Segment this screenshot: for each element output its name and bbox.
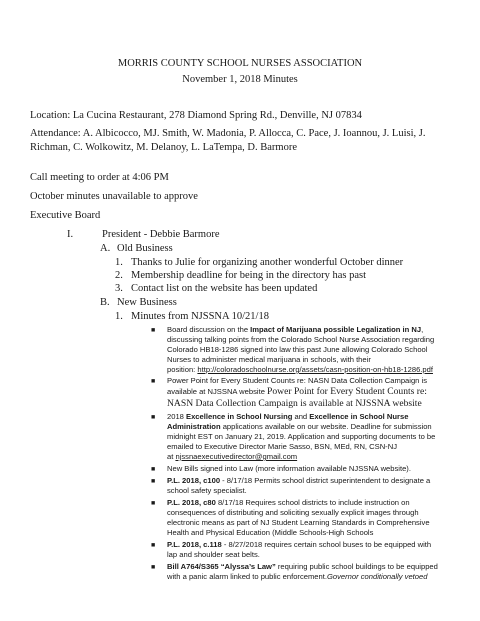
bullet-text: P.L. 2018, c100 - 8/17/18 Permits school district superintendent to designate a [167,476,431,485]
attendance-line-1: Attendance: A. Albicocco, MJ. Smith, W. Madonia, P. Allocca, C. Pace, J. Ioannou, J. Luisi, J. [30,128,426,139]
bullet-text: 2018 Excellence in School Nursing and Excellence in School Nurse [167,412,409,421]
bullet-text: P.L. 2018, c.118 - 8/27/2018 requires certain school buses to be equipped with [167,540,432,549]
minutes-number: 1. [115,311,123,322]
bullet-text: Power Point for Every Student Counts re: NASN Data Collection Campaign is [167,376,427,385]
bullet-text: available at NJSSNA website Power Point for Every Student Counts re: [167,386,427,397]
bullet-text: with a panic alarm linked to public enforcement.Governor conditionally vetoed [167,572,428,581]
old-business-heading: Old Business [117,243,173,254]
bullet-text: consequences of distributing and soliciting sexually explicit images through [167,508,419,517]
square-bullet-icon: ■ [151,465,156,473]
section-numeral: I. [67,229,74,240]
bullet-text: discussing talking points from the Colorado School Nurse Association regarding [167,335,435,344]
bullet-text: position: http://coloradoschoolnurse.org/assets/casn-position-on-hb18-1286.pdf [167,365,433,374]
bullet-text: emailed to Executive Director Marie Sasso, BSN, MEd, RN, CSN-NJ [167,442,397,451]
location-line: Location: La Cucina Restaurant, 278 Diamond Spring Rd., Denville, NJ 07834 [30,110,362,121]
old-business-letter: A. [100,243,111,254]
bullet-text: midnight EST on January 21, 2019. Application and supporting documents to be [167,432,436,441]
bullet-text: Administration applications available on our website. Deadline for submission [167,422,432,431]
old-item-number: 2. [115,270,123,281]
square-bullet-icon: ■ [151,541,156,549]
bullet-text: Bill A764/S365 “Alyssa’s Law” requiring public school buildings to be equipped [167,562,438,571]
bullet-text: New Bills signed into Law (more information available NJSSNA website). [167,464,411,473]
attendance-line-2: Richman, C. Wolkowitz, M. Delanoy, L. LaTempa, D. Barmore [30,142,297,153]
square-bullet-icon: ■ [151,377,156,385]
org-title: MORRIS COUNTY SCHOOL NURSES ASSOCIATION [117,58,363,69]
square-bullet-icon: ■ [151,499,156,507]
executive-board-heading: Executive Board [30,210,101,221]
position-link[interactable]: http://coloradoschoolnurse.org/assets/casn-position-on-hb18-1286.pdf [197,365,433,374]
bullet-text: school safety specialist. [167,486,247,495]
square-bullet-icon: ■ [151,413,156,421]
square-bullet-icon: ■ [151,563,156,571]
old-item-text: Membership deadline for being in the directory has past [131,270,367,281]
bullet-text: lap and shoulder seat belts. [167,550,260,559]
old-item-number: 1. [115,257,123,268]
old-item-text: Thanks to Julie for organizing another wonderful October dinner [131,257,404,268]
bullet-text: Board discussion on the Impact of Marijuana possible Legalization in NJ, [167,325,424,334]
square-bullet-icon: ■ [151,477,156,485]
bullet-text: Colorado HB18-1286 signed into law this past June allowing Colorado School [167,345,428,354]
bullet-text: NASN Data Collection Campaign is available at NJSSNA website [167,398,422,409]
bullet-text: electronic means as part of NJ Student Learning Standards in Comprehensive [167,518,430,527]
president-heading: President - Debbie Barmore [102,229,220,240]
minutes-heading: Minutes from NJSSNA 10/21/18 [131,311,269,322]
square-bullet-icon: ■ [151,326,156,334]
call-to-order: Call meeting to order at 4:06 PM [30,172,169,183]
bullet-text: P.L. 2018, c80 8/17/18 Requires school districts to include instruction on [167,498,410,507]
document-subtitle: November 1, 2018 Minutes [182,74,298,85]
october-minutes-note: October minutes unavailable to approve [30,191,198,202]
bullet-text: Nurses to administer medical marijuana in schools, with their [167,355,371,364]
old-item-number: 3. [115,283,123,294]
old-item-text: Contact list on the website has been updated [131,283,318,294]
email-link[interactable]: njssnaexecutivedirector@gmail.com [175,452,298,461]
bullet-text: at njssnaexecutivedirector@gmail.com [167,452,298,461]
new-business-letter: B. [100,297,110,308]
bullet-text: Health and Physical Education (Middle Schools-High Schools [167,528,374,537]
new-business-heading: New Business [117,297,177,308]
